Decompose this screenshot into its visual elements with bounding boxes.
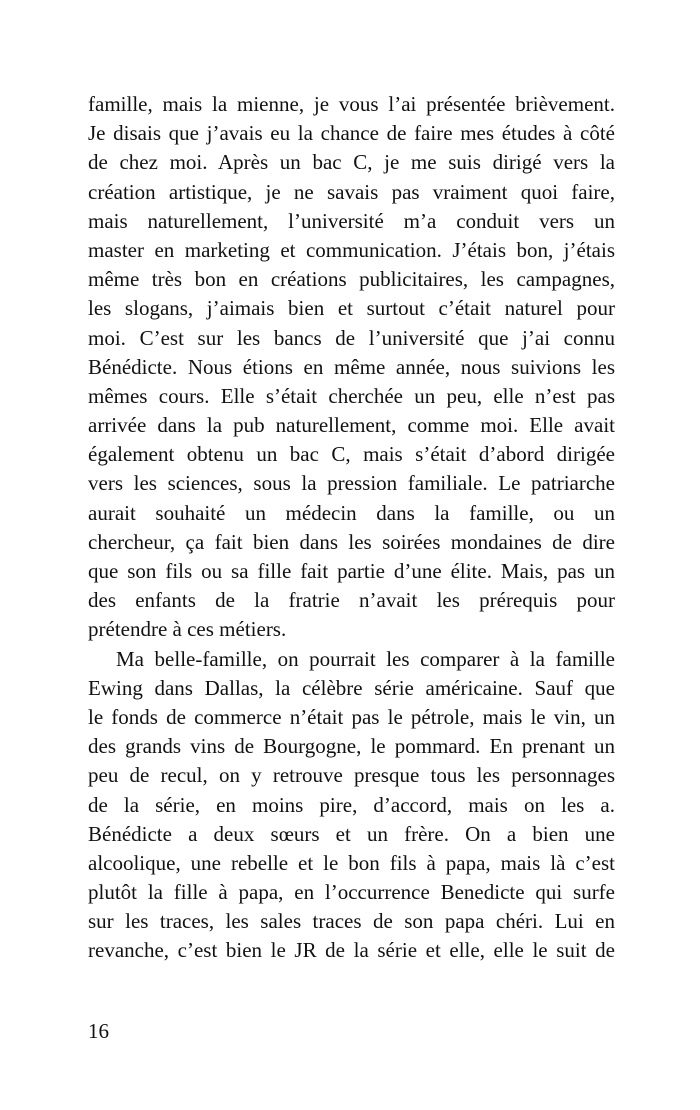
text-line: master en marketing et communication. J’étais bon, j’étais <box>88 237 615 262</box>
text-line: Bénédicte. Nous étions en même année, nous suivions les <box>88 354 615 379</box>
text-line: également obtenu un bac C, mais s’était d’abord dirigée <box>88 442 615 467</box>
text-line: Bénédicte a deux sœurs et un frère. On a bien une <box>88 821 615 846</box>
text-line: les slogans, j’aimais bien et surtout c’était naturel pour <box>88 296 615 321</box>
text-line: le fonds de commerce n’était pas le pétrole, mais le vin, un <box>88 704 615 729</box>
text-line: de la série, en moins pire, d’accord, mais on les a. <box>88 792 615 817</box>
text-line: peu de recul, on y retrouve presque tous les personnages <box>88 763 615 788</box>
text-line: Ewing dans Dallas, la célèbre série américaine. Sauf que <box>88 675 615 700</box>
text-line: Ma belle-famille, on pourrait les comparer à la famille <box>116 646 615 671</box>
text-line: famille, mais la mienne, je vous l’ai présentée brièvement. <box>88 92 615 116</box>
text-line: alcoolique, une rebelle et le bon fils à papa, mais là c’est <box>88 850 615 875</box>
text-line: aurait souhaité un médecin dans la famille, ou un <box>88 500 615 525</box>
text-line: de chez moi. Après un bac C, je me suis dirigé vers la <box>88 150 615 175</box>
text-line: prétendre à ces métiers. <box>88 617 287 642</box>
page-number: 16 <box>88 1019 109 1043</box>
text-line: des enfants de la fratrie n’avait les prérequis pour <box>88 588 615 613</box>
text-line: plutôt la fille à papa, en l’occurrence Benedicte qui surfe <box>88 880 615 905</box>
text-line: mêmes cours. Elle s’était cherchée un peu, elle n’est pas <box>88 383 615 408</box>
text-line: arrivée dans la pub naturellement, comme moi. Elle avait <box>88 413 615 438</box>
text-line: Je disais que j’avais eu la chance de faire mes études à côté <box>88 121 615 146</box>
text-line: moi. C’est sur les bancs de l’université que j’ai connu <box>88 325 615 350</box>
text-line: chercheur, ça fait bien dans les soirées mondaines de dire <box>88 529 615 554</box>
text-line: création artistique, je ne savais pas vraiment quoi faire, <box>88 179 615 204</box>
text-line: mais naturellement, l’université m’a conduit vers un <box>88 208 615 233</box>
paragraph-1 <box>88 90 615 645</box>
paragraph-2 <box>88 645 615 966</box>
body-text <box>88 90 615 966</box>
text-line: sur les traces, les sales traces de son papa chéri. Lui en <box>88 909 615 934</box>
text-line: que son fils ou sa fille fait partie d’une élite. Mais, pas un <box>88 559 615 583</box>
text-line: vers les sciences, sous la pression familiale. Le patriarche <box>88 471 615 496</box>
text-line: des grands vins de Bourgogne, le pommard. En prenant un <box>88 734 615 759</box>
text-line: revanche, c’est bien le JR de la série et elle, elle le suit de <box>88 938 615 963</box>
text-line: même très bon en créations publicitaires, les campagnes, <box>88 267 615 292</box>
